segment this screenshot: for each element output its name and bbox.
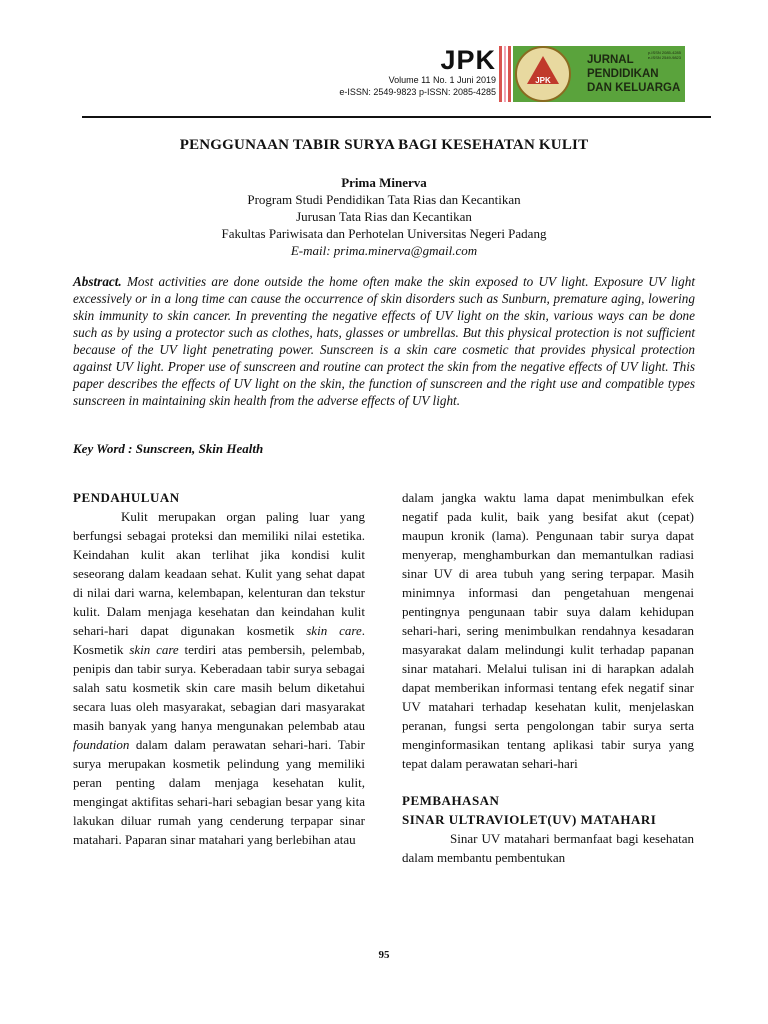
affiliation-line: Jurusan Tata Rias dan Kecantikan	[296, 209, 472, 224]
intro-paragraph: Kulit merupakan organ paling luar yang berfungsi sebagai proteksi dan memiliki nilai estetika. Keindahan kulit akan terlihat jika kondisi kulit seseorang dalam keadaan sehat. Kulit yang sehat dapat di nilai dari warna, kelembapan, kelenturan dan tekstur kulit. Dalam menjaga kesehatan dan keindahan kulit sehari-hari dapat digunakan kosmetik skin care. Kosmetik skin care terdiri atas pembersih, pelembab, penipis dan tabir surya. Keberadaan tabir surya sebagai salah satu kosmetik skin care masih belum diketahui secara luas oleh masyarakat, sebagian dari masyarakat masih banyak yang hanya mengunakan pelembab atau foundation dalam dalam perawatan sehari-hari. Tabir surya merupakan kosmetik pelindung yang memiliki peran penting dalam menjaga kesehatan kulit, mengingat aktifitas sehari-hari sebagian besar yang kita lakukan diluar rumah yang cenderung terpapar sinar matahari. Paparan sinar matahari yang berlebihan atau	[73, 509, 365, 847]
header-stripes	[499, 46, 511, 102]
author-name: Prima Minerva	[341, 175, 427, 190]
subsection-heading-uv: SINAR ULTRAVIOLET(UV) MATAHARI	[402, 812, 657, 827]
abstract	[73, 273, 695, 409]
journal-name: JURNAL PENDIDIKAN DAN KELUARGA	[587, 54, 681, 94]
author-email: E-mail: prima.minerva@gmail.com	[290, 243, 478, 258]
affiliation-line: Program Studi Pendidikan Tata Rias dan Kecantikan	[247, 192, 521, 207]
uv-paragraph: Sinar UV matahari bermanfaat bagi kesehatan dalam membantu pembentukan	[402, 831, 694, 865]
abstract-label: Abstract.	[73, 274, 122, 289]
journal-logo	[515, 46, 571, 102]
abstract-text: Most activities are done outside the home often make the skin exposed to UV light. Exposure UV light excessively or in a long time can cause the occurrence of skin disorders such as Sunburn, premature aging, lowering skin immunity to skin cancer. In preventing the negative effects of UV light on the skin, various ways can be done such as by using a protector such as clothes, hats, glasses or umbrellas. But this physical protection is not sufficient because of the UV light penetrating power. Sunscreen is a skin care cosmetic that provides physical protection against UV light. Proper use of sunscreen and routine can protect the skin from the negative effects of UV light. This paper describes the effects of UV light on the skin, the function of sunscreen and the right use and compatible types sunscreen in maintaining skin health from the adverse effects of UV light.	[73, 274, 695, 408]
section-heading-pembahasan: PEMBAHASAN	[402, 793, 500, 808]
right-column	[402, 488, 694, 867]
section-heading-pendahuluan: PENDAHULUAN	[73, 490, 180, 505]
volume-info: Volume 11 No. 1 Juni 2019	[388, 75, 496, 85]
journal-header-info	[339, 46, 496, 98]
affiliation-line: Fakultas Pariwisata dan Perhotelan Universitas Negeri Padang	[221, 226, 547, 241]
left-column	[73, 488, 365, 849]
intro-paragraph-continued: dalam jangka waktu lama dapat menimbulkan efek negatif pada kulit, baik yang besifat akut (cepat) maupun kronik (lama). Pengunaan tabir surya dapat menyerap, menghamburkan dan memantulkan radiasi sinar UV di area tubuh yang sering terpapar. Masih minimnya informasi dan pengetahuan mengenai pentingnya pengunaan tabir suya dalam kehidupan sehari-hari, sering menimbulkan rendahnya kesadaran masyarakat dalam melindungi kulit terhadap papanan sinar matahari. Melalui tulisan ini di harapkan adalah dapat memberikan informasi tentang efek negatif sinar UV matahari terhadap kesehatan kulit, menjelaskan peranan, fungsi serta pengolongan tabir surya serta menginformasikan tentang aplikasi tabir surya yang tepat dalam perawatan sehari-hari	[402, 490, 694, 771]
header-rule	[82, 116, 711, 118]
author-block	[0, 174, 768, 259]
issn-info: e-ISSN: 2549-9823 p-ISSN: 2085-4285	[339, 87, 496, 97]
banner-issn: p-ISSN 2085-4285 e-ISSN 2549-9823	[647, 50, 681, 60]
keywords: Key Word : Sunscreen, Skin Health	[73, 441, 264, 456]
page-number: 95	[378, 949, 390, 961]
logo-text: JPK	[535, 75, 551, 85]
journal-banner	[513, 46, 685, 102]
journal-abbrev: JPK	[440, 45, 496, 75]
paper-title: PENGGUNAAN TABIR SURYA BAGI KESEHATAN KULIT	[179, 137, 589, 153]
